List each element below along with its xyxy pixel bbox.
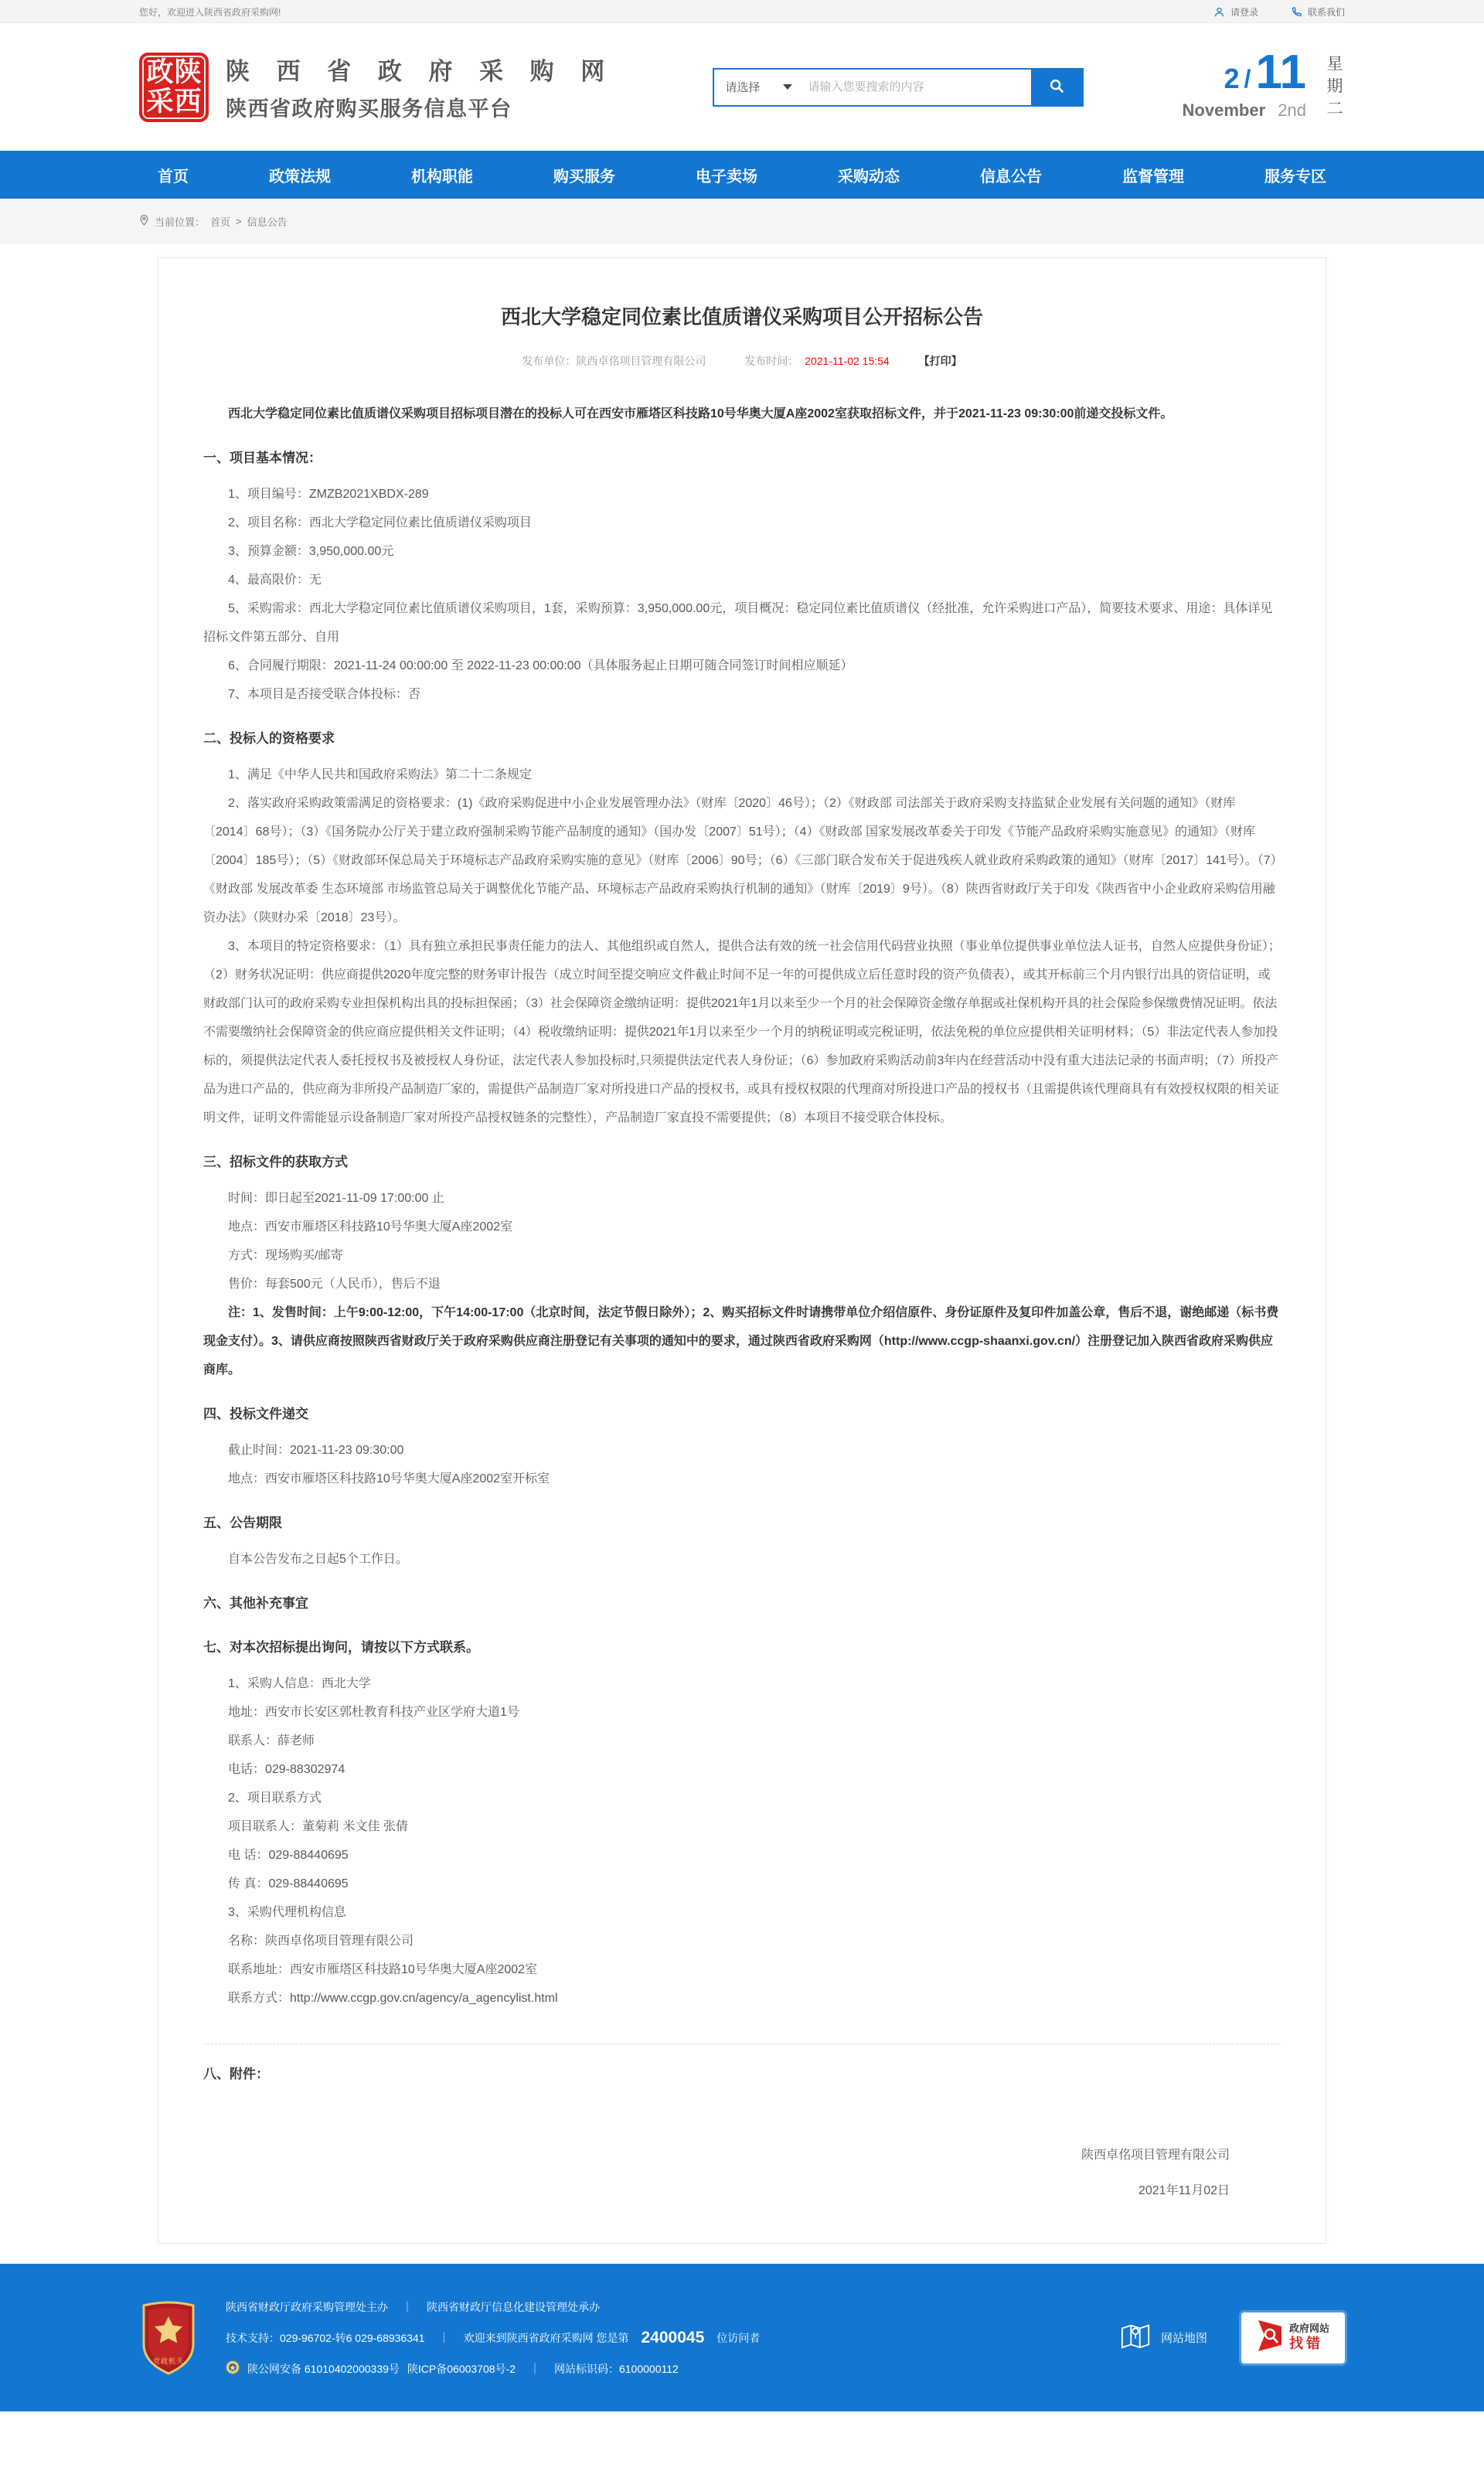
article-paragraph: 3、采购代理机构信息: [228, 1906, 346, 1919]
page-title: 西北大学稳定同位素比值质谱仪采购项目公开招标公告: [500, 305, 983, 328]
article-paragraph: 2、项目联系方式: [228, 1792, 322, 1805]
article-meta: [203, 353, 1281, 369]
footer-separator: ｜: [438, 2331, 450, 2344]
breadcrumb-bar: [0, 199, 1484, 243]
publisher-label: 发布单位：: [522, 355, 577, 367]
login-link[interactable]: [1213, 5, 1258, 19]
section-heading: 六、其他补充事宜: [203, 1596, 308, 1611]
search-category-select[interactable]: [714, 70, 805, 105]
sitemap-label: 网站地图: [1160, 2332, 1207, 2345]
nav-item-8[interactable]: 服务专区: [1264, 168, 1326, 185]
badge-gov-site-label: 政府网站: [1288, 2323, 1329, 2335]
location-pin-icon: [139, 214, 149, 229]
signoff-company: 陕西卓佲项目管理有限公司: [1081, 2149, 1230, 2162]
article-body: [203, 400, 1281, 2088]
footer-visitor-suffix: 位访问者: [716, 2331, 761, 2344]
seal-logo-icon: [139, 53, 209, 122]
article-paragraph: 西北大学稳定同位素比值质谱仪采购项目招标项目潜在的投标人可在西安市雁塔区科技路10号华奥大厦A座2002室获取招标文件，并于2021-11-23 09:30:00前递交投标文件。: [228, 407, 1173, 420]
nav-menu: [139, 151, 1345, 199]
site-header: [0, 23, 1484, 151]
section-heading: 三、招标文件的获取方式: [203, 1155, 348, 1169]
article-paragraph: 传 真：029-88440695: [228, 1877, 349, 1890]
article-paragraph: 3、预算金额：3,950,000.00元: [228, 545, 394, 558]
signoff: [203, 2138, 1281, 2209]
nav-item-1[interactable]: 政策法规: [269, 168, 331, 185]
visitor-count: 2400045: [641, 2328, 705, 2346]
nav-item-7[interactable]: 监督管理: [1122, 168, 1184, 185]
article-paragraph: 地点：西安市雁塔区科技路10号华奥大厦A座2002室开标室: [228, 1472, 550, 1485]
date-widget: [1182, 46, 1345, 122]
welcome-text: 您好，欢迎进入陕西省政府采购网!: [139, 6, 281, 18]
footer-organizer: 陕西省财政厅政府采购管理处主办: [226, 2300, 388, 2313]
article-paragraph: 5、采购需求：西北大学稳定同位素比值质谱仪采购项目，1套，采购预算：3,950,000.00元，项目概况：稳定同位素比值质谱仪（经批准，允许采购进口产品），简要技术要求、用途：具体详见招标文件第五部分、自用: [203, 602, 1273, 644]
nav-item-3[interactable]: 购买服务: [553, 168, 615, 185]
article-paragraph: 电 话：029-88440695: [228, 1849, 349, 1862]
article-paragraph: 联系人：薛老师: [228, 1734, 315, 1747]
nav-item-4[interactable]: 电子卖场: [696, 168, 757, 185]
article-paragraph: 联系方式：http://www.ccgp.gov.cn/agency/a_agencylist.html: [228, 1992, 558, 2005]
date-month: 11: [1255, 46, 1306, 99]
seal-char: 政: [146, 56, 174, 87]
date-slash: /: [1244, 65, 1251, 94]
signoff-date: 2021年11月02日: [1138, 2184, 1230, 2197]
footer-psb-number[interactable]: 陕公网安备 61010402000339号: [247, 2362, 400, 2375]
footer-tech-support: 技术支持：029-96702-转6 029-68936341: [226, 2331, 425, 2344]
publish-time: 2021-11-02 15:54: [805, 355, 890, 367]
article-paragraph: 项目联系人：董菊莉 米文佳 张倩: [228, 1820, 408, 1833]
footer-co-organizer: 陕西省财政厅信息化建设管理处承办: [427, 2300, 600, 2313]
phone-icon: [1291, 6, 1302, 18]
footer-separator: ｜: [402, 2300, 413, 2313]
date-ordinal: 2nd: [1278, 100, 1306, 121]
search-select-label: 请选择: [725, 81, 761, 94]
article-paragraph: 联系地址：西安市雁塔区科技路10号华奥大厦A座2002室: [228, 1963, 538, 1976]
site-footer: [0, 2264, 1484, 2411]
article-paragraph: 3、本项目的特定资格要求：（1）具有独立承担民事责任能力的法人、其他组织或自然人，提供合法有效的统一社会信用代码营业执照（事业单位提供事业单位法人证书，自然人应提供身份证）；（2）财务状况证明：供应商提供2020年度完整的财务审计报告（成立时间至提交响应文件截止时间不足一年的可提供成立后任意时段的资产负债表），或其开标前三个月内银行出具的资信证明，或财政部门认可的政府采购专业担保机构出具的投标担保函；（3）社会保障资金缴纳证明：提供2021年1月以来至少一个月的社会保障资金缴存单据或社保机构开具的社会保险参保缴费情况证明。依法不需要缴纳社会保障资金的供应商应提供相关文件证明；（4）税收缴纳证明：提供2021年1月以来至少一个月的纳税证明或完税证明，依法免税的单位应提供相关证明材料；（5）非法定代表人参加投标的，须提供法定代表人委托授权书及被授权人身份证，法定代表人参加投标时,只须提供法定代表人身份证；（6）参加政府采购活动前3年内在经营活动中没有重大违法记录的书面声明；（7）所投产品为进口产品的，供应商为非所投产品制造厂家的，需提供产品制造厂家对所投进口产品的授权书，或具有授权权限的代理商对所投进口产品的授权书（且需提供该代理商具有有效授权权限的相关证明文件，证明文件需能显示设备制造厂家对所投产品授权链条的完整性），产品制造厂家直投不需要提供；（8）本项目不接受联合体投标。: [203, 940, 1281, 1125]
search-button[interactable]: [1031, 70, 1082, 105]
section-heading: 四、投标文件递交: [203, 1407, 308, 1421]
emblem-label: 党政机关: [152, 2357, 184, 2365]
seal-char: 陕: [174, 56, 202, 87]
article-paragraph: 时间：即日起至2021-11-09 17:00:00 止: [228, 1192, 444, 1205]
footer-separator: ｜: [529, 2362, 540, 2375]
search-input[interactable]: [805, 70, 1031, 105]
article-paragraph: 1、项目编号：ZMZB2021XBDX-289: [228, 488, 429, 501]
breadcrumb-label: 当前位置：: [155, 216, 206, 228]
top-bar: [0, 0, 1484, 23]
site-subtitle: 陕西省政府购买服务信息平台: [226, 97, 512, 121]
article-paragraph: 方式：现场购买/邮寄: [228, 1249, 343, 1262]
nav-item-2[interactable]: 机构职能: [411, 168, 473, 185]
breadcrumb-current[interactable]: 信息公告: [247, 216, 288, 228]
article-paragraph: 1、满足《中华人民共和国政府采购法》第二十二条规定: [228, 768, 532, 781]
article-paragraph: 7、本项目是否接受联合体投标：否: [228, 688, 420, 701]
publish-time-label: 发布时间：: [744, 355, 799, 367]
sitemap-link[interactable]: [1119, 2321, 1207, 2355]
article-paragraph: 地点：西安市雁塔区科技路10号华奥大厦A座2002室: [228, 1220, 513, 1234]
section-heading: 五、公告期限: [203, 1516, 282, 1530]
badge-find-error-label: 找错: [1288, 2336, 1323, 2352]
site-name: 陕 西 省 政 府 采 购 网: [226, 58, 615, 85]
announcement-card: [158, 257, 1326, 2244]
article-paragraph: 6、合同履行期限：2021-11-24 00:00:00 至 2022-11-23 00:00:00（具体服务起止日期可随合同签订时间相应顺延）: [228, 659, 853, 672]
article-paragraph: 地址：西安市长安区郭杜教育科技产业区学府大道1号: [228, 1706, 519, 1719]
breadcrumb-home[interactable]: 首页: [210, 216, 231, 228]
publisher-name: 陕西卓佲项目管理有限公司: [576, 355, 706, 367]
nav-item-5[interactable]: 采购动态: [838, 168, 900, 185]
police-badge-icon: [226, 2360, 240, 2377]
article-paragraph: 1、采购人信息：西北大学: [228, 1677, 371, 1690]
article-paragraph: 注：1、发售时间：上午9:00-12:00，下午14:00-17:00（北京时间，法定节假日除外）；2、购买招标文件时请携带单位介绍信原件、身份证原件及复印件加盖公章，售后不退，谢绝邮递（标书费现金支付）。3、请供应商按照陕西省财政厅关于政府采购供应商注册登记有关事项的通知中的要求，通过陕西省政府采购网（http://www.ccgp-shaanxi.gov.cn/）注册登记加入陕西省政府采购供应商库。: [203, 1306, 1279, 1377]
section-heading: 七、对本次招标提出询问，请按以下方式联系。: [203, 1640, 479, 1655]
section-heading: 一、项目基本情况：: [203, 451, 322, 465]
contact-link[interactable]: [1291, 5, 1345, 19]
search-icon: [1048, 77, 1065, 97]
footer-welcome: 欢迎来到陕西省政府采购网 您是第: [463, 2331, 629, 2344]
article-paragraph: 售价：每套500元（人民币），售后不退: [228, 1278, 441, 1291]
date-month-name: November: [1182, 100, 1266, 121]
article-paragraph: 2、项目名称：西北大学稳定同位素比值质谱仪采购项目: [228, 516, 532, 529]
footer-icp-number[interactable]: 陕ICP备06003708号-2: [407, 2362, 516, 2375]
article-paragraph: 名称：陕西卓佲项目管理有限公司: [228, 1935, 414, 1948]
section-heading: 八、附件：: [203, 2067, 269, 2081]
date-day: 2: [1224, 63, 1240, 95]
site-error-report-badge[interactable]: [1241, 2312, 1345, 2363]
breadcrumb: [139, 199, 1345, 243]
date-weekday: 星期二: [1324, 55, 1343, 122]
chevron-down-icon: [783, 84, 792, 90]
section-heading: 二、投标人的资格要求: [203, 731, 335, 746]
article-paragraph: 截止时间：2021-11-23 09:30:00: [228, 1444, 404, 1457]
article-paragraph: 自本公告发布之日起5个工作日。: [228, 1553, 408, 1566]
seal-char: 采: [146, 86, 174, 117]
sitemap-icon: [1119, 2321, 1152, 2355]
nav-item-0[interactable]: 首页: [158, 168, 189, 185]
login-label: 请登录: [1230, 6, 1258, 18]
print-button[interactable]: 【打印】: [918, 355, 962, 367]
search-bar: [713, 68, 1084, 107]
error-finder-icon: [1257, 2319, 1283, 2357]
nav-item-6[interactable]: 信息公告: [980, 168, 1042, 185]
article-paragraph: 4、最高限价：无: [228, 573, 322, 587]
article-paragraph: 电话：029-88302974: [228, 1763, 345, 1776]
article-paragraph: 2、落实政府采购政策需满足的资格要求：(1)《政府采购促进中小企业发展管理办法》（财库〔2020〕46号）；（2）《财政部 司法部关于政府采购支持监狱企业发展有关问题的通知》（财库〔2014〕68号）；（3）《国务院办公厅关于建立政府强制采购节能产品制度的通知》（国办发〔2007〕51号）；（4）《财政部 国家发展改革委关于印发《节能产品政府采购实施意见》的通知》（财库〔2004〕185号）；（5）《财政部环保总局关于环境标志产品政府采购实施的意见》（财库〔2006〕90号；（6）《三部门联合发布关于促进残疾人就业政府采购政策的通知》（财库〔2017〕141号）。（7）《财政部 发展改革委 生态环境部 市场监管总局关于调整优化节能产品、环境标志产品政府采购执行机制的通知》（财库〔2019〕9号）。（8）陕西省财政厅关于印发《陕西省中小企业政府采购信用融资办法》（陕财办采〔2018〕23号）。: [203, 797, 1277, 924]
seal-char: 西: [174, 86, 202, 117]
site-logo[interactable]: [139, 52, 614, 122]
contact-label: 联系我们: [1307, 6, 1345, 18]
breadcrumb-sep: >: [236, 215, 242, 227]
user-icon: [1213, 6, 1225, 18]
government-emblem-icon: [139, 2299, 198, 2377]
main-nav: [0, 151, 1484, 199]
footer-site-code: 网站标识码：6100000112: [553, 2362, 679, 2375]
